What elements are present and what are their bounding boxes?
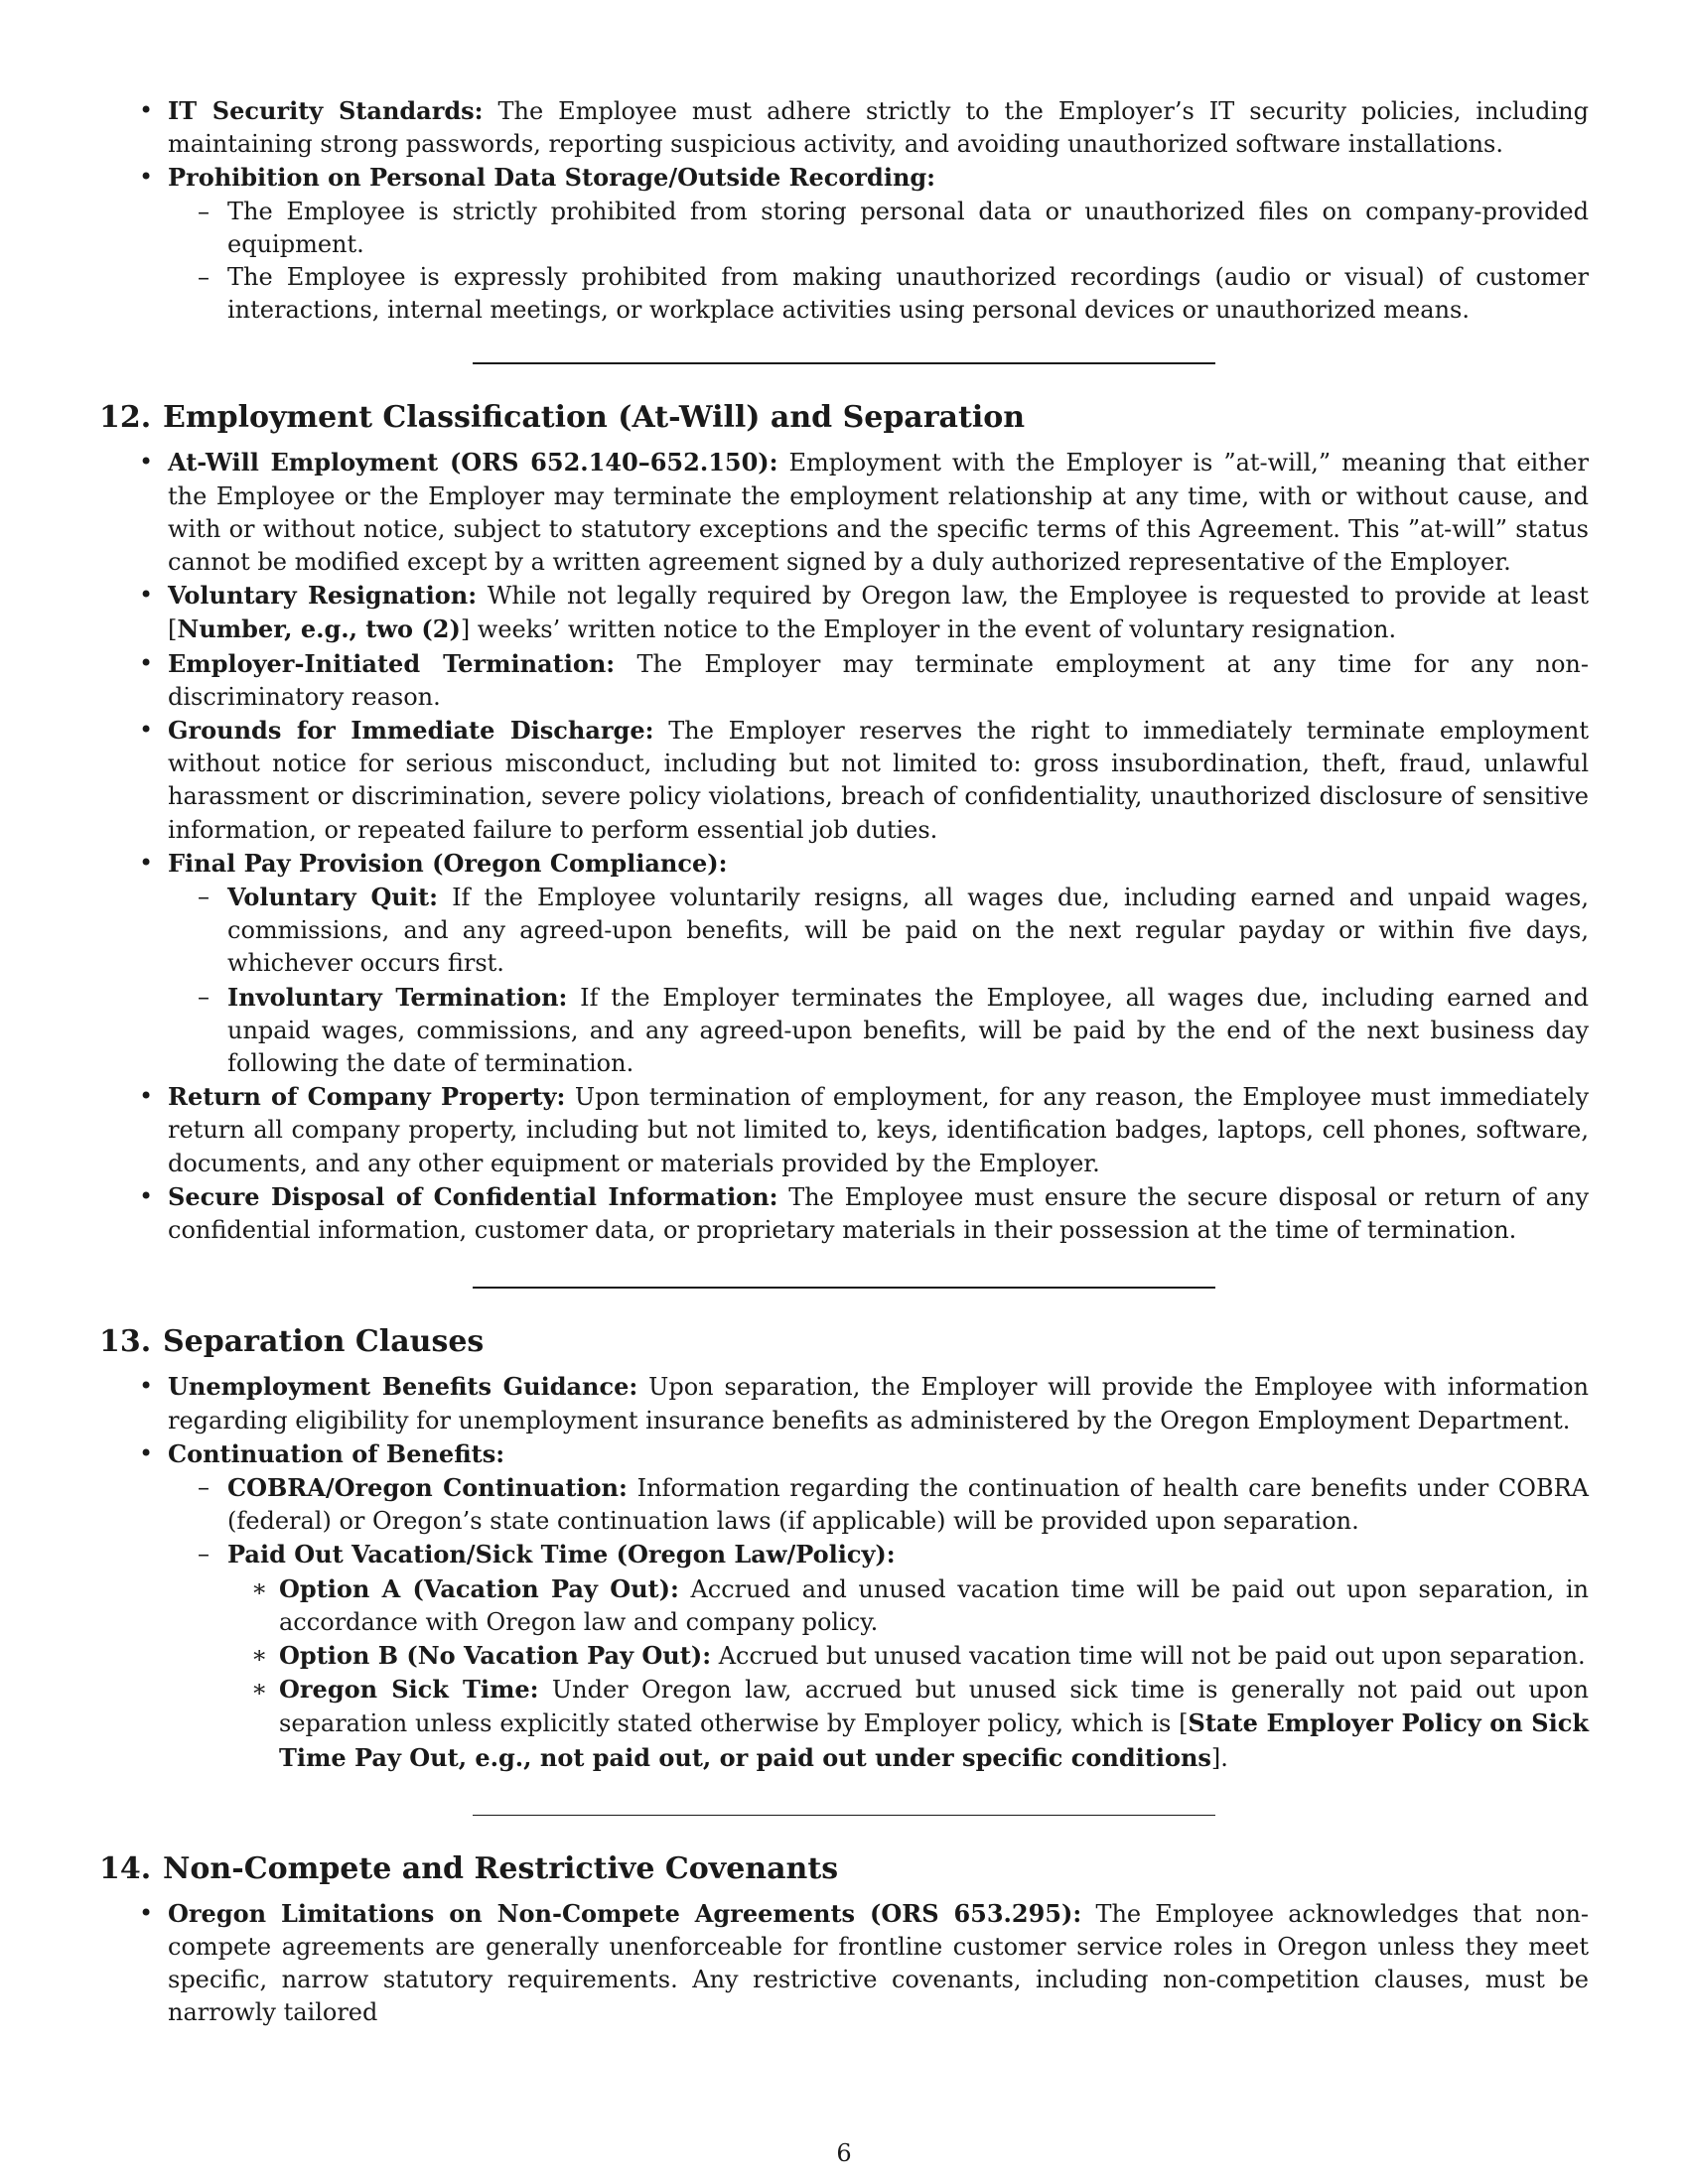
option-text: Under Oregon law, accrued but unused sick time is generally not paid out upon separation unless explicitly stated otherwise by Employer policy, which is [ — [279, 1676, 1589, 1738]
section-title: Non-Compete and Restrictive Covenants — [163, 1850, 839, 1886]
sub-list-item — [168, 981, 1589, 1081]
list-item — [99, 1370, 1589, 1436]
sub-list-item: – The Employee is strictly prohibited from storing personal data or unauthorized files on company-provided equipment. — [168, 196, 1589, 261]
item-label: Oregon Limitations on Non-Compete Agreements (ORS 653.295): — [168, 1898, 1082, 1928]
item-text: The Employer may terminate employment at any time for any non-discriminatory reason. — [168, 649, 1589, 711]
option-text: Accrued and unused vacation time will be paid out upon separation, in accordance with Oregon law and company policy. — [279, 1574, 1589, 1636]
list-item — [99, 1897, 1589, 2030]
section-divider — [473, 1287, 1215, 1289]
list-item — [99, 161, 1589, 327]
sub-list-item: – The Employee is expressly prohibited from making unauthorized recordings (audio or visual) of customer interactions, internal meetings, or workplace activities using personal devices or unauthorized means. — [168, 261, 1589, 327]
section-14-list — [99, 1897, 1589, 2030]
page-number: 6 — [836, 2139, 852, 2167]
sub-list — [168, 881, 1589, 1080]
item-label: Grounds for Immediate Discharge: — [168, 716, 654, 746]
item-label: Unemployment Benefits Guidance: — [168, 1372, 638, 1402]
list-item — [99, 579, 1589, 646]
section-heading-13 — [99, 1322, 1589, 1362]
section-heading-14 — [99, 1849, 1589, 1889]
sub-list-item — [168, 1538, 1589, 1774]
sub-item-label: COBRA/Oregon Continuation: — [227, 1472, 628, 1502]
page-content — [99, 94, 1589, 2030]
sub-item-text: If the Employer terminates the Employee, all wages due, including earned and unpaid wages, commissions, and any agreed-upon benefits, will be paid by the end of the next business day following the date of termination. — [227, 983, 1590, 1078]
item-label: Prohibition on Personal Data Storage/Outside Recording: — [168, 163, 936, 193]
sub-list — [168, 1471, 1589, 1775]
item-label: Secure Disposal of Confidential Information: — [168, 1181, 778, 1211]
sub-list — [168, 196, 1589, 328]
section-12-list — [99, 446, 1589, 1247]
security-list — [99, 94, 1589, 327]
option-item — [227, 1673, 1589, 1775]
option-text: Accrued but unused vacation time will not be paid out upon separation. — [718, 1641, 1586, 1670]
section-divider — [473, 1815, 1215, 1816]
item-label: Voluntary Resignation: — [168, 581, 478, 611]
section-number: 12. — [99, 400, 152, 436]
option-text: ]. — [1210, 1743, 1228, 1772]
item-text: The Employee must ensure the secure disposal or return of any confidential information, customer data, or proprietary materials in their possession at the time of termination. — [168, 1182, 1590, 1245]
list-item — [99, 647, 1589, 714]
placeholder-text: State Employer Policy on Sick Time Pay Out, e.g., not paid out, or paid out under specific conditions — [279, 1708, 1589, 1772]
list-item — [99, 1437, 1589, 1775]
section-divider — [473, 362, 1215, 364]
item-text: Upon separation, the Employer will provide the Employee with information regarding eligibility for unemployment insurance benefits as administered by the Oregon Employment Department. — [168, 1373, 1589, 1434]
item-label: Continuation of Benefits: — [168, 1438, 505, 1468]
sub-list-item — [168, 1471, 1589, 1538]
item-text: ] weeks’ written notice to the Employer in the event of voluntary resignation. — [460, 615, 1397, 644]
placeholder-text: Number, e.g., two (2) — [177, 614, 461, 644]
sub-item-label: Paid Out Vacation/Sick Time (Oregon Law/Policy): — [227, 1540, 896, 1570]
list-item — [99, 847, 1589, 1080]
option-label: Option B (No Vacation Pay Out): — [279, 1640, 712, 1670]
list-item — [99, 1080, 1589, 1180]
item-text: While not legally required by Oregon law, the Employee is requested to provide at least [ — [168, 582, 1590, 644]
section-heading-12 — [99, 398, 1589, 438]
section-number: 14. — [99, 1850, 152, 1886]
item-label: Employer-Initiated Termination: — [168, 648, 616, 678]
sub-list-item — [168, 881, 1589, 981]
sub-item-text: Information regarding the continuation of health care benefits under COBRA (federal) or Oregon’s state continuation laws (if applicable) will be provided upon separation. — [227, 1473, 1589, 1536]
section-13-list — [99, 1370, 1589, 1774]
sub-item-text: If the Employee voluntarily resigns, all wages due, including earned and unpaid wages, commissions, and any agreed-upon benefits, will be paid on the next regular payday or within five days, whichever occurs first. — [227, 884, 1589, 978]
item-text: Employment with the Employer is ”at-will,” meaning that either the Employee or the Employer may terminate the employment relationship at any time, with or without cause, and with or without notice, subject to statutory exceptions and the specific terms of this Agreement. This ”at-will” status cannot be modified except by a written agreement signed by a duly authorized representative of the Employer. — [168, 449, 1589, 577]
sub-sub-list — [227, 1572, 1589, 1775]
list-item — [99, 94, 1589, 161]
section-title: Separation Clauses — [163, 1324, 485, 1360]
sub-item-label: Involuntary Termination: — [227, 982, 568, 1012]
item-text: The Employee acknowledges that non-compete agreements are generally unenforceable for frontline customer service roles in Oregon unless they meet specific, narrow statutory requirements. Any restrictive covenants, including non-competition clauses, must be narrowly tailored — [168, 1899, 1590, 2027]
item-label: Final Pay Provision (Oregon Compliance): — [168, 848, 728, 878]
list-item — [99, 446, 1589, 579]
list-item — [99, 714, 1589, 847]
option-item — [227, 1639, 1589, 1673]
item-text: Upon termination of employment, for any reason, the Employee must immediately return all company property, including but not limited to, keys, identification badges, laptops, cell phones, software, documents, and any other equipment or materials provided by the Employer. — [168, 1083, 1589, 1177]
section-number: 13. — [99, 1324, 152, 1360]
item-text: The Employee must adhere strictly to the Employer’s IT security policies, including maintaining strong passwords, reporting suspicious activity, and avoiding unauthorized software installations. — [168, 97, 1589, 159]
section-title: Employment Classification (At-Will) and Separation — [163, 400, 1026, 436]
item-label: Return of Company Property: — [168, 1082, 566, 1112]
item-label: At-Will Employment (ORS 652.140–652.150): — [168, 448, 778, 478]
list-item — [99, 1180, 1589, 1247]
option-item — [227, 1572, 1589, 1639]
sub-item-label: Voluntary Quit: — [227, 883, 438, 912]
option-label: Oregon Sick Time: — [279, 1675, 539, 1705]
item-text: The Employer reserves the right to immediately terminate employment without notice for serious misconduct, including but not limited to: gross insubordination, theft, fraud, unlawful harassment or discrimination, severe policy violations, breach of confidentiality, unauthorized disclosure of sensitive information, or repeated failure to perform essential job duties. — [168, 717, 1589, 844]
option-label: Option A (Vacation Pay Out): — [279, 1573, 679, 1603]
item-label: IT Security Standards: — [168, 96, 484, 125]
